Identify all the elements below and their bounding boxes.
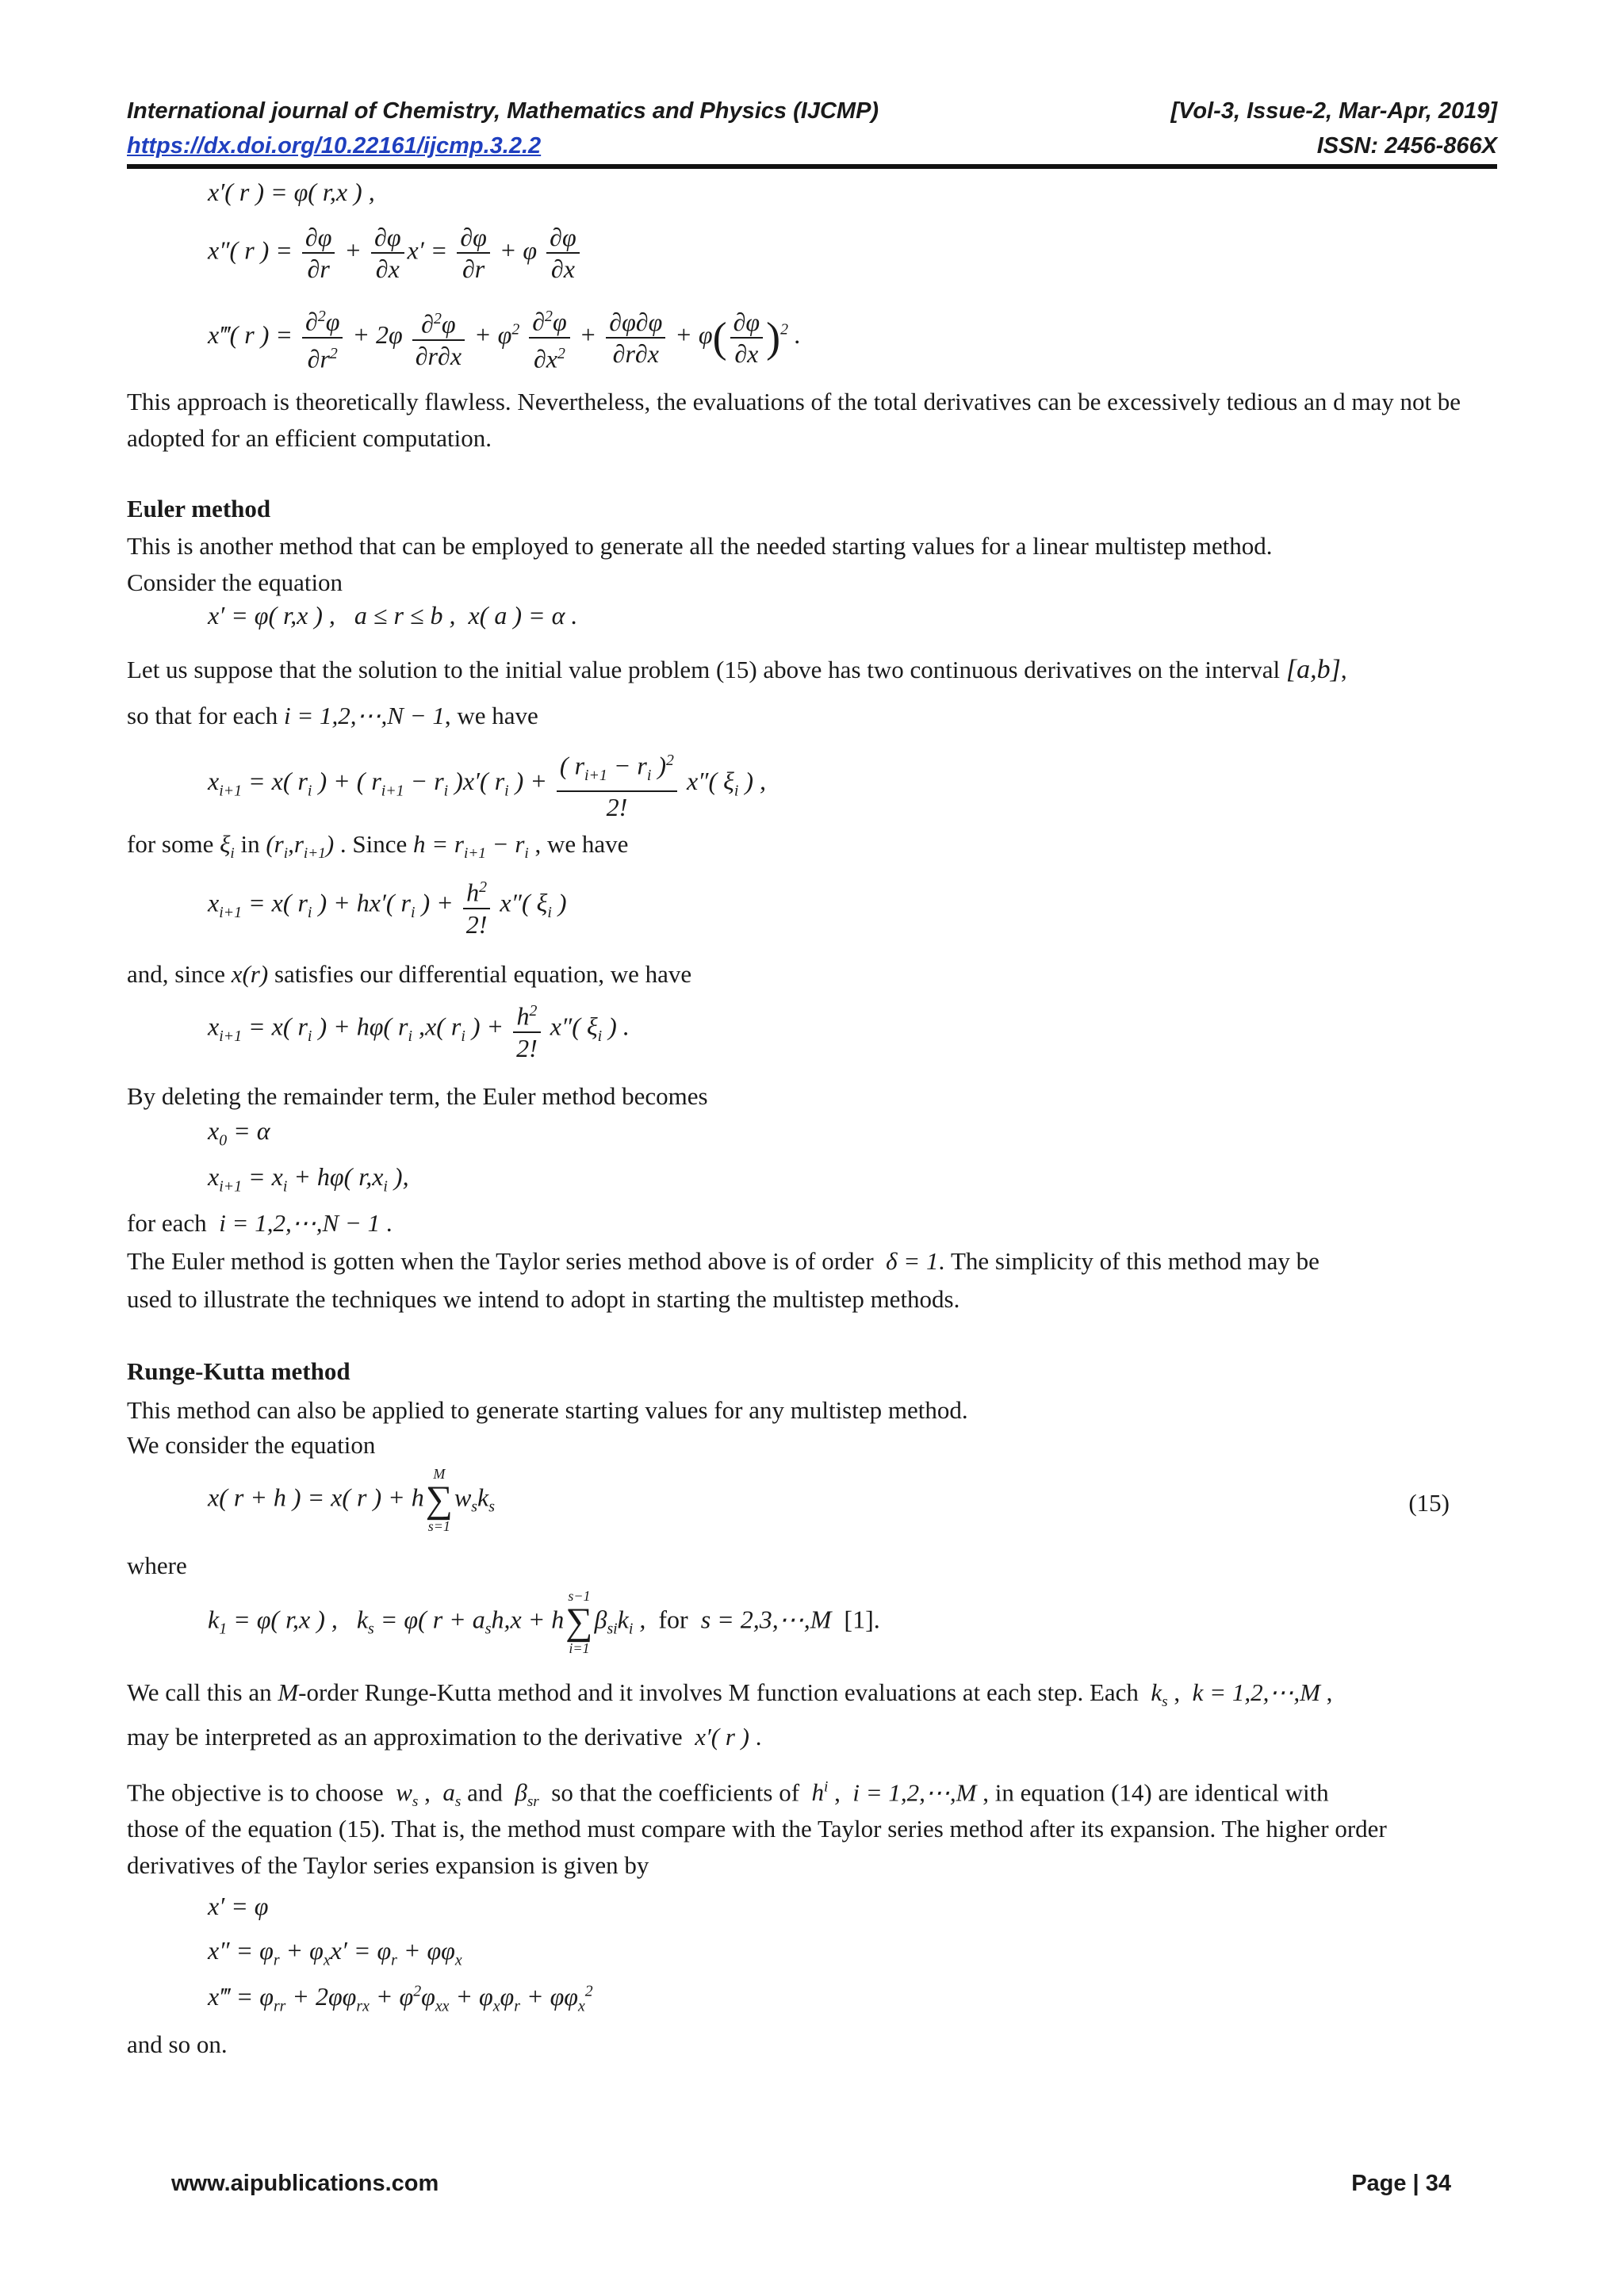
eq-euler-step: $x_{i+1} = x_i + h\varphi$( $r,x_i$ ),	[208, 1162, 409, 1196]
interpreted-text: may be interpreted as an approximation to the derivative	[127, 1723, 683, 1751]
xr-text: x(r)	[231, 960, 269, 988]
paragraph-objective-4: those of the equation (15). That is, the method must compare with the Taylor series method after its expansion. The higher order derivatives of the Taylor series expansion is given by	[127, 1815, 1387, 1879]
eq-higher-2: $x'' = \varphi_r + \varphi_xx' = \varphi_r + \varphi\varphi_x$	[208, 1936, 462, 1969]
doi-link[interactable]: https://dx.doi.org/10.22161/ijcmp.3.2.2	[127, 133, 542, 159]
eq-higher-3: x‴ = $\varphi_{rr} + 2\varphi\varphi_{rx} + \varphi^2\varphi_{xx} + \varphi_x\varphi_r + \varphi\varphi_x^2$	[208, 1982, 593, 2015]
we-call-M: M	[278, 1678, 299, 1706]
paragraph-deleting: By deleting the remainder term, the Euler method becomes	[127, 1082, 708, 1110]
journal-title: International journal of Chemistry, Mathematics and Physics (IJCMP)	[127, 98, 879, 124]
objective-text-3: , in equation (14) are identical with	[982, 1778, 1329, 1807]
eq-euler-init: $x_0 = \alpha$	[208, 1116, 270, 1150]
rk-paragraph-1: This method can also be applied to generate starting values for any multistep method.	[127, 1396, 968, 1424]
eq-second-derivative: x″( r ) = $\frac{\partial\varphi}{\partial r}$ + $\frac{\partial\varphi}{\partial x}$ x′ = $\frac{\partial\varphi}{\partial r}$ + φ $\frac{\partial\varphi}{\partial x}$	[208, 222, 583, 284]
paragraph-so-that: so that for each i = 1,2,⋯,N − 1, we have	[127, 702, 538, 729]
paragraph-approach: This approach is theoretically flawless. Nevertheless, the evaluations of the total derivatives can be excessively tedious an d may not be adopted for an efficient computation.	[127, 388, 1461, 452]
since-text: . Since	[339, 830, 408, 858]
paragraph-suppose: Let us suppose that the solution to the initial value problem (15) above has two continuous derivatives on the interval [a,b],	[127, 655, 1347, 684]
paragraph-we-call: We call this an M-order Runge-Kutta method and it involves M function evaluations at each step. Each $k_s$ , k = 1,2,⋯,M ,	[127, 1678, 1333, 1711]
issn: ISSN: 2456-866X	[1316, 133, 1497, 159]
we-have-text-2: , we have	[534, 830, 629, 858]
eq-ivp: x′ = φ( r,x ) , a ≤ r ≤ b , x( a ) = α .	[208, 601, 578, 629]
in-text: in	[240, 830, 260, 858]
euler-paragraph-1: This is another method that can be employed to generate all the needed starting values for a linear multistep method.	[127, 532, 1273, 560]
footer-site-link[interactable]: www.aipublications.com	[171, 2171, 439, 2196]
euler-heading: Euler method	[127, 495, 271, 522]
eq-rk-sum: x( r + h ) = x( r ) + h M ∑ s=1 $w_sk_s$	[208, 1466, 495, 1534]
objective-text-2: so that the coefficients of	[551, 1778, 800, 1807]
satisfies-text: satisfies our differential equation, we have	[274, 960, 692, 988]
eq-higher-1: x′ = φ	[208, 1892, 269, 1920]
paragraph-euler-gotten: The Euler method is gotten when the Taylor series method above is of order δ = 1. The simplicity of this method may be	[127, 1247, 1320, 1275]
paragraph-and-since	[127, 956, 1499, 993]
for-some-text: for some	[127, 830, 214, 858]
euler-gotten-text-2: . The simplicity of this method may be	[938, 1247, 1320, 1275]
we-call-text-2: -order Runge-Kutta method and it involves M function evaluations at each step. Each	[298, 1678, 1139, 1706]
for-text: for	[658, 1605, 688, 1634]
volume-info: [Vol-3, Issue-2, Mar-Apr, 2019]	[1170, 98, 1497, 124]
eq-taylor-phi: $x_{i+1} = x$( $r_i$ ) + hφ( $r_i$ ,x( $r_i$ ) + $\frac{h^2}{2!}$ x″( $\xi_i$ ) .	[208, 996, 630, 1063]
eq-third-derivative: x‴( r ) = $\frac{\partial^2\varphi}{\partial r^2}$ + 2φ $\frac{\partial^2\varphi}{\partial r\partial x}$ + $\varphi^2$ $\frac{\partial^2\varphi}{\partial x^2}$ + $\frac{\partial\varphi\partial\varphi}{\partial r\partial x}$ + φ( $\frac{\partial\varphi}{\partial x}$ )$^2$ .	[208, 301, 801, 373]
paragraph-so-on: and so on.	[127, 2030, 228, 2058]
eq-rk-k: $k_1 = \varphi$( r,x ) , $k_s = \varphi$( $r + a_sh,x + h$ s−1 ∑ i=1 $\beta_{si}k_i$ , for s = 2,3,⋯,M [1].	[208, 1588, 880, 1656]
euler-gotten-text-1: The Euler method is gotten when the Taylor series method above is of order	[127, 1247, 874, 1275]
rk-heading: Runge-Kutta method	[127, 1357, 350, 1385]
eq-taylor-h: $x_{i+1} = x$( $r_i$ ) + hx′( $r_i$ ) + $\frac{h^2}{2!}$ x″( $\xi_i$ )	[208, 872, 566, 939]
suppose-text: Let us suppose that the solution to the initial value problem (15) above has two continuous derivatives on the interval	[127, 656, 1281, 683]
eq-first-derivative: x′( r ) = φ( r,x ) ,	[208, 178, 375, 206]
paragraph-euler-gotten-3: used to illustrate the techniques we intend to adopt in starting the multistep methods.	[127, 1285, 960, 1313]
paragraph-for-each: for each i = 1,2,⋯,N − 1 .	[127, 1209, 393, 1237]
equation-number-15: (15)	[1408, 1489, 1450, 1517]
paragraph-where: where	[127, 1552, 187, 1579]
objective-text-1: The objective is to choose	[127, 1778, 384, 1807]
for-each-text: for each	[127, 1209, 207, 1237]
rk-paragraph-2: We consider the equation	[127, 1431, 376, 1459]
header-rule	[127, 164, 1497, 169]
page-number: Page | 34	[1351, 2171, 1451, 2196]
eq-taylor-expansion: $x_{i+1} = x$( $r_i$ ) + ( $r_{i+1} - r_i$ )x′( $r_i$ ) + $\frac{( r_{i+1} - r_i )^2}{2!}$ x″( $\xi_i$ ) ,	[208, 745, 766, 822]
paragraph-interpreted: may be interpreted as an approximation to the derivative x′( r ) .	[127, 1723, 762, 1751]
and-text: and	[467, 1778, 503, 1807]
reference-1: [1].	[844, 1605, 880, 1634]
euler-paragraph-2: Consider the equation	[127, 568, 343, 596]
paragraph-objective: The objective is to choose $w_s$ , $a_s$ and $\beta_{sr}$ so that the coefficients of $h^i$ , i = 1,2,⋯,M , in equation (14) are identical with	[127, 1778, 1329, 1811]
we-have-text: , we have	[444, 702, 538, 729]
we-call-text-1: We call this an	[127, 1678, 272, 1706]
paragraph-for-some: for some $\xi_i$ in $(r_i,r_{i+1})$ . Since $h = r_{i+1} - r_i$ , we have	[127, 830, 629, 863]
so-that-text: so that for each	[127, 702, 278, 729]
and-since-text: and, since	[127, 960, 225, 988]
